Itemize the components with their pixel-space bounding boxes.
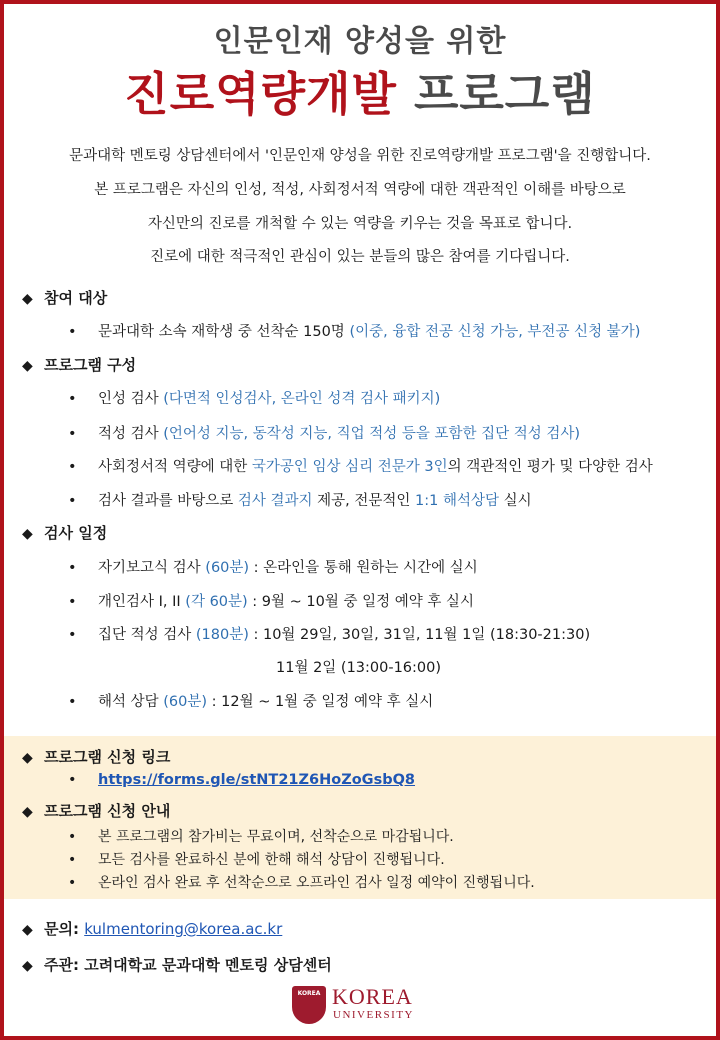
seal-text: KOREA — [297, 990, 321, 997]
section-composition — [22, 354, 136, 375]
item-text: 사회정서적 역량에 대한 — [98, 459, 252, 475]
item-highlight: 검사 결과지 — [237, 493, 313, 509]
diamond-bullet-icon: ◆ — [22, 958, 33, 974]
diamond-bullet-icon: ◆ — [22, 358, 33, 374]
diamond-bullet-icon: ◆ — [22, 750, 33, 766]
dot-bullet-icon: • — [68, 560, 77, 576]
item-text: 해석 상담 — [98, 694, 164, 710]
intro-line: 본 프로그램은 자신의 인성, 적성, 사회정서적 역량에 대한 객관적인 이해를 바탕으로 — [94, 182, 626, 198]
item-text: : 9월 ~ 10월 중 일정 예약 후 실시 — [247, 594, 474, 610]
dot-bullet-icon: • — [68, 852, 77, 868]
dot-bullet-icon: • — [68, 426, 77, 442]
list-item — [68, 556, 478, 577]
intro-line: 진로에 대한 적극적인 관심이 있는 분들의 많은 참여를 기다립니다. — [150, 249, 570, 265]
list-item — [68, 772, 415, 788]
item-highlight: (180분) — [195, 627, 249, 643]
item-text: 문과대학 소속 재학생 중 선착순 150명 — [98, 324, 350, 340]
host-line — [22, 954, 332, 975]
section-heading: 참여 대상 — [44, 289, 108, 307]
diamond-bullet-icon: ◆ — [22, 922, 33, 938]
item-text: : 10월 29일, 30일, 31일, 11월 1일 (18:30-21:30) — [248, 627, 591, 643]
item-text: 자기보고식 검사 — [98, 560, 206, 576]
list-item — [68, 422, 580, 443]
item-text: 인성 검사 — [98, 391, 164, 407]
item-text: 적성 검사 — [98, 426, 164, 442]
dot-bullet-icon: • — [68, 324, 77, 340]
dot-bullet-icon: • — [68, 493, 77, 509]
item-highlight: (언어성 지능, 동작성 지능, 직업 적성 등을 포함한 집단 적성 검사) — [163, 426, 581, 442]
logo-subtitle: UNIVERSITY — [333, 1009, 414, 1021]
list-item — [68, 455, 653, 476]
item-text: 검사 결과를 바탕으로 — [98, 493, 238, 509]
logo-name: KOREA — [332, 984, 413, 1009]
dot-bullet-icon: • — [68, 627, 77, 643]
list-item — [68, 826, 454, 846]
item-text: 의 객관적인 평가 및 다양한 검사 — [447, 459, 653, 475]
item-highlight: 국가공인 임상 심리 전문가 3인 — [251, 459, 448, 475]
section-heading: 프로그램 구성 — [44, 356, 137, 374]
host-label: 주관: 고려대학교 문과대학 멘토링 상담센터 — [44, 956, 332, 974]
item-text: 집단 적성 검사 — [98, 627, 196, 643]
contact-line — [22, 918, 282, 939]
list-item-continuation: 11월 2일 (13:00-16:00) — [276, 660, 442, 676]
item-highlight: (60분) — [163, 694, 208, 710]
list-item — [68, 849, 445, 869]
intro-line: 자신만의 진로를 개척할 수 있는 역량을 키우는 것을 목표로 합니다. — [147, 216, 573, 232]
contact-email-link[interactable]: kulmentoring@korea.ac.kr — [84, 920, 283, 938]
item-text: : 12월 ~ 1월 중 일정 예약 후 실시 — [207, 694, 434, 710]
dot-bullet-icon: • — [68, 875, 77, 891]
dot-bullet-icon: • — [68, 829, 77, 845]
intro-line: 문과대학 멘토링 상담센터에서 '인문인재 양성을 위한 진로역량개발 프로그램'을 진행합니다. — [69, 148, 651, 164]
list-item — [68, 872, 535, 892]
dot-bullet-icon: • — [68, 459, 77, 475]
item-text: 모든 검사를 완료하신 분에 한해 해석 상담이 진행됩니다. — [98, 852, 445, 868]
section-heading: 검사 일정 — [44, 524, 108, 542]
title-red: 진로역량개발 — [124, 67, 397, 121]
list-item — [68, 623, 590, 644]
diamond-bullet-icon: ◆ — [22, 804, 33, 820]
item-text: 본 프로그램의 참가비는 무료이며, 선착순으로 마감됩니다. — [98, 829, 454, 845]
korea-university-logo — [292, 984, 432, 1028]
item-text: 온라인 검사 완료 후 선착순으로 오프라인 검사 일정 예약이 진행됩니다. — [98, 875, 535, 891]
section-target — [22, 287, 107, 308]
section-apply-info — [22, 800, 170, 821]
list-item — [68, 690, 433, 711]
dot-bullet-icon: • — [68, 772, 77, 788]
title-line2 — [0, 58, 720, 124]
diamond-bullet-icon: ◆ — [22, 291, 33, 307]
item-highlight: (각 60분) — [185, 594, 248, 610]
section-heading: 프로그램 신청 링크 — [44, 748, 171, 766]
item-text: : 온라인을 통해 원하는 시간에 실시 — [249, 560, 478, 576]
title-grey: 프로그램 — [413, 67, 596, 121]
dot-bullet-icon: • — [68, 594, 77, 610]
list-item — [68, 489, 532, 510]
list-item — [68, 387, 440, 408]
section-schedule — [22, 522, 107, 543]
item-text: 제공, 전문적인 — [312, 493, 416, 509]
item-highlight: 1:1 해석상담 — [415, 493, 500, 509]
item-highlight: (60분) — [205, 560, 250, 576]
dot-bullet-icon: • — [68, 391, 77, 407]
section-heading: 프로그램 신청 안내 — [44, 802, 171, 820]
section-apply-link — [22, 746, 170, 767]
item-text: 실시 — [499, 493, 532, 509]
contact-label: 문의: — [44, 920, 85, 938]
application-link[interactable]: https://forms.gle/stNT21Z6HoZoGsbQ8 — [98, 772, 416, 788]
item-highlight: (다면적 인성검사, 온라인 성격 검사 패키지) — [163, 391, 441, 407]
item-highlight: (이중, 융합 전공 신청 가능, 부전공 신청 불가) — [349, 324, 641, 340]
tiger-seal-icon — [292, 986, 326, 1024]
title-line1: 인문인재 양성을 위한 — [213, 24, 507, 59]
list-item — [68, 320, 640, 341]
dot-bullet-icon: • — [68, 694, 77, 710]
list-item — [68, 590, 474, 611]
diamond-bullet-icon: ◆ — [22, 526, 33, 542]
item-text: 개인검사 I, II — [98, 594, 186, 610]
